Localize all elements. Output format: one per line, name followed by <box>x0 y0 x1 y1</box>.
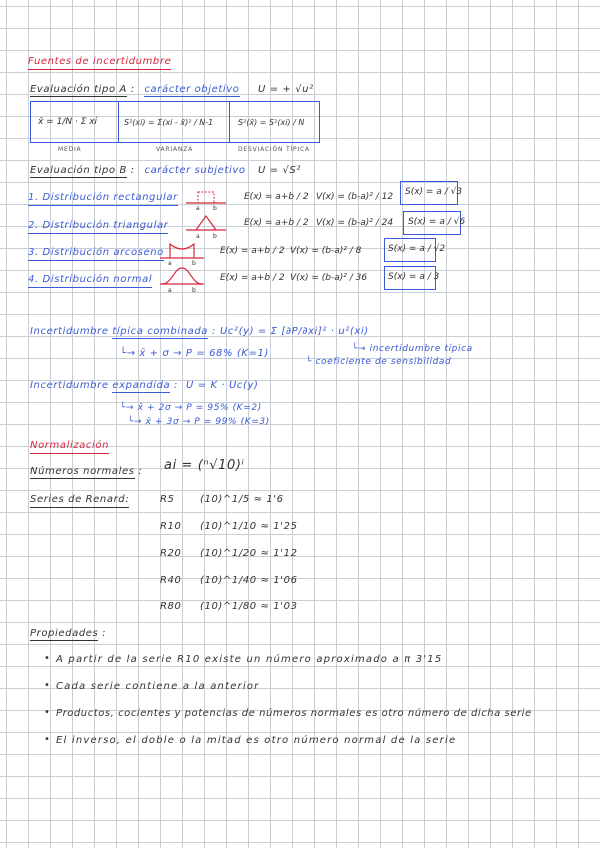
expandida-formula: U = K · Uc(y) <box>186 380 259 391</box>
dist-tri-v: V(x) = (b-a)² / 24 <box>316 218 394 228</box>
expandida-colon: : <box>174 380 179 391</box>
combinada-note1-text: incertidumbre típica <box>369 344 473 354</box>
combinada-note1 <box>352 343 473 355</box>
arrow-corner-icon: └→ <box>120 403 138 413</box>
bullet-icon: • <box>44 680 50 691</box>
arrow-corner-icon: └→ <box>352 344 370 354</box>
renard-series-name: R40 <box>160 575 182 586</box>
renard-series-name: R10 <box>160 521 182 532</box>
combinada-note2-text: coeficiente de sensibilidad <box>315 357 452 367</box>
dist-rect-v: V(x) = (b-a)² / 12 <box>316 192 394 202</box>
expandida-line1 <box>120 402 262 414</box>
rectangular-dist-icon <box>186 186 226 212</box>
mean-formula: x̄ = 1/N · Σ xi <box>38 117 98 127</box>
dist-arc-s: S(x) = a / √2 <box>388 244 446 254</box>
dist-norm-e: E(x) = a+b / 2 <box>220 273 285 283</box>
tipo-a-label: Evaluación tipo A <box>30 84 127 95</box>
svg-text:a: a <box>196 233 200 240</box>
expandida-line2-text: x̄ + 3σ → P = 99% (K=3) <box>145 417 270 427</box>
renard-series-value: (10)^1/10 ≈ 1'25 <box>200 521 298 532</box>
tipo-b-u-formula: U = √S² <box>258 165 301 176</box>
arrow-corner-icon: └→ <box>128 417 146 427</box>
expandida-line <box>30 380 178 392</box>
renard-series-value: (10)^1/40 ≈ 1'06 <box>200 575 298 586</box>
combinada-label-pre: Incertidumbre <box>30 326 109 337</box>
dist-name-rectangular: 1. Distribución rectangular <box>28 192 178 206</box>
renard-series-value: (10)^1/20 ≈ 1'12 <box>200 548 298 559</box>
propiedades-label: Propiedades <box>30 628 99 639</box>
tipo-a-colon: : <box>130 84 135 95</box>
tipo-a-desc: carácter objetivo <box>144 84 240 95</box>
dist-arc-v: V(x) = (b-a)² / 8 <box>290 246 362 256</box>
expandida-line2 <box>128 416 270 428</box>
section-heading-normalizacion: Normalización <box>30 440 109 454</box>
renard-series-name: R20 <box>160 548 182 559</box>
dist-name-normal: 4. Distribución normal <box>28 274 152 288</box>
combinada-arrow1 <box>120 348 269 360</box>
bullet-icon: • <box>44 653 50 664</box>
dist-norm-s: S(x) = a / 3 <box>388 272 440 282</box>
dist-name-arcoseno: 3. Distribución arcoseno <box>28 247 164 261</box>
combinada-label: típica combinada <box>112 326 209 337</box>
arrow-corner-icon: └ <box>306 357 316 367</box>
numeros-label: Números normales <box>30 466 135 477</box>
renard-series-value: (10)^1/5 ≈ 1'6 <box>200 494 284 505</box>
renard-label: Series de Renard: <box>30 494 129 508</box>
arrow-corner-icon: └→ <box>120 348 140 359</box>
dist-tri-s: S(x) = a / √6 <box>408 217 466 227</box>
propiedad-item: A partir de la serie R10 existe un número aproximado a π 3'15 <box>56 654 443 665</box>
renard-series-value: (10)^1/80 ≈ 1'03 <box>200 601 298 612</box>
svg-text:b: b <box>192 287 196 294</box>
dist-arc-e: E(x) = a+b / 2 <box>220 246 285 256</box>
dist-rect-e: E(x) = a+b / 2 <box>244 192 309 202</box>
dist-rect-s: S(x) = a / √3 <box>405 187 463 197</box>
renard-series-name: R5 <box>160 494 175 505</box>
svg-text:a: a <box>168 260 172 267</box>
var-formula: S²(xi) = Σ(xi - x̄)² / N-1 <box>124 118 214 127</box>
triangular-dist-icon <box>186 212 226 240</box>
dist-norm-v: V(x) = (b-a)² / 36 <box>290 273 368 283</box>
tipo-b-line <box>30 165 246 177</box>
tipo-a-line <box>30 84 240 96</box>
numeros-formula: ai = (ⁿ√10)ⁱ <box>164 458 245 473</box>
propiedades-colon: : <box>102 628 107 639</box>
tipo-b-colon: : <box>130 165 135 176</box>
var-label: VARIANZA <box>156 146 193 153</box>
propiedades-line <box>30 628 106 640</box>
dist-tri-e: E(x) = a+b / 2 <box>244 218 309 228</box>
expandida-label: expandida <box>112 380 171 391</box>
arcsine-dist-icon <box>160 238 204 267</box>
propiedad-item: Cada serie contiene a la anterior <box>56 681 260 692</box>
tipo-a-u-formula: U = + √u² <box>258 84 314 95</box>
normal-dist-icon <box>160 264 204 292</box>
dist-name-triangular: 2. Distribución triangular <box>28 220 168 234</box>
svg-text:b: b <box>213 233 217 240</box>
tipo-b-desc: carácter subjetivo <box>144 165 246 176</box>
combinada-note2 <box>306 356 451 368</box>
dev-formula: S²(x̄) = S²(xi) / N <box>238 118 305 127</box>
svg-text:b: b <box>213 205 217 212</box>
combinada-arrow1-text: x̄ + σ → P = 68% (K=1) <box>139 348 269 359</box>
combinada-line <box>30 326 216 338</box>
bullet-icon: • <box>44 707 50 718</box>
tipo-b-label: Evaluación tipo B <box>30 165 127 176</box>
renard-series-name: R80 <box>160 601 182 612</box>
svg-text:b: b <box>192 260 196 267</box>
svg-text:a: a <box>168 287 172 294</box>
numeros-line <box>30 466 142 478</box>
expandida-label-pre: Incertidumbre <box>30 380 109 391</box>
numeros-colon: : <box>138 466 143 477</box>
mean-label: MEDIA <box>58 146 82 153</box>
dev-label: DESVIACIÓN TÍPICA <box>238 146 310 153</box>
svg-text:a: a <box>196 205 200 212</box>
combinada-colon: : <box>211 326 216 337</box>
propiedad-item: El inverso, el doble o la mitad es otro número normal de la serie <box>56 735 457 746</box>
propiedad-item: Productos, cocientes y potencias de números normales es otro número de dicha serie <box>56 708 532 719</box>
expandida-line1-text: x̄ + 2σ → P = 95% (K=2) <box>137 403 262 413</box>
bullet-icon: • <box>44 734 50 745</box>
combinada-formula: Uc²(y) = Σ [∂P/∂xi]² · u²(xi) <box>220 326 369 337</box>
section-heading-fuentes: Fuentes de incertidumbre <box>28 56 171 70</box>
